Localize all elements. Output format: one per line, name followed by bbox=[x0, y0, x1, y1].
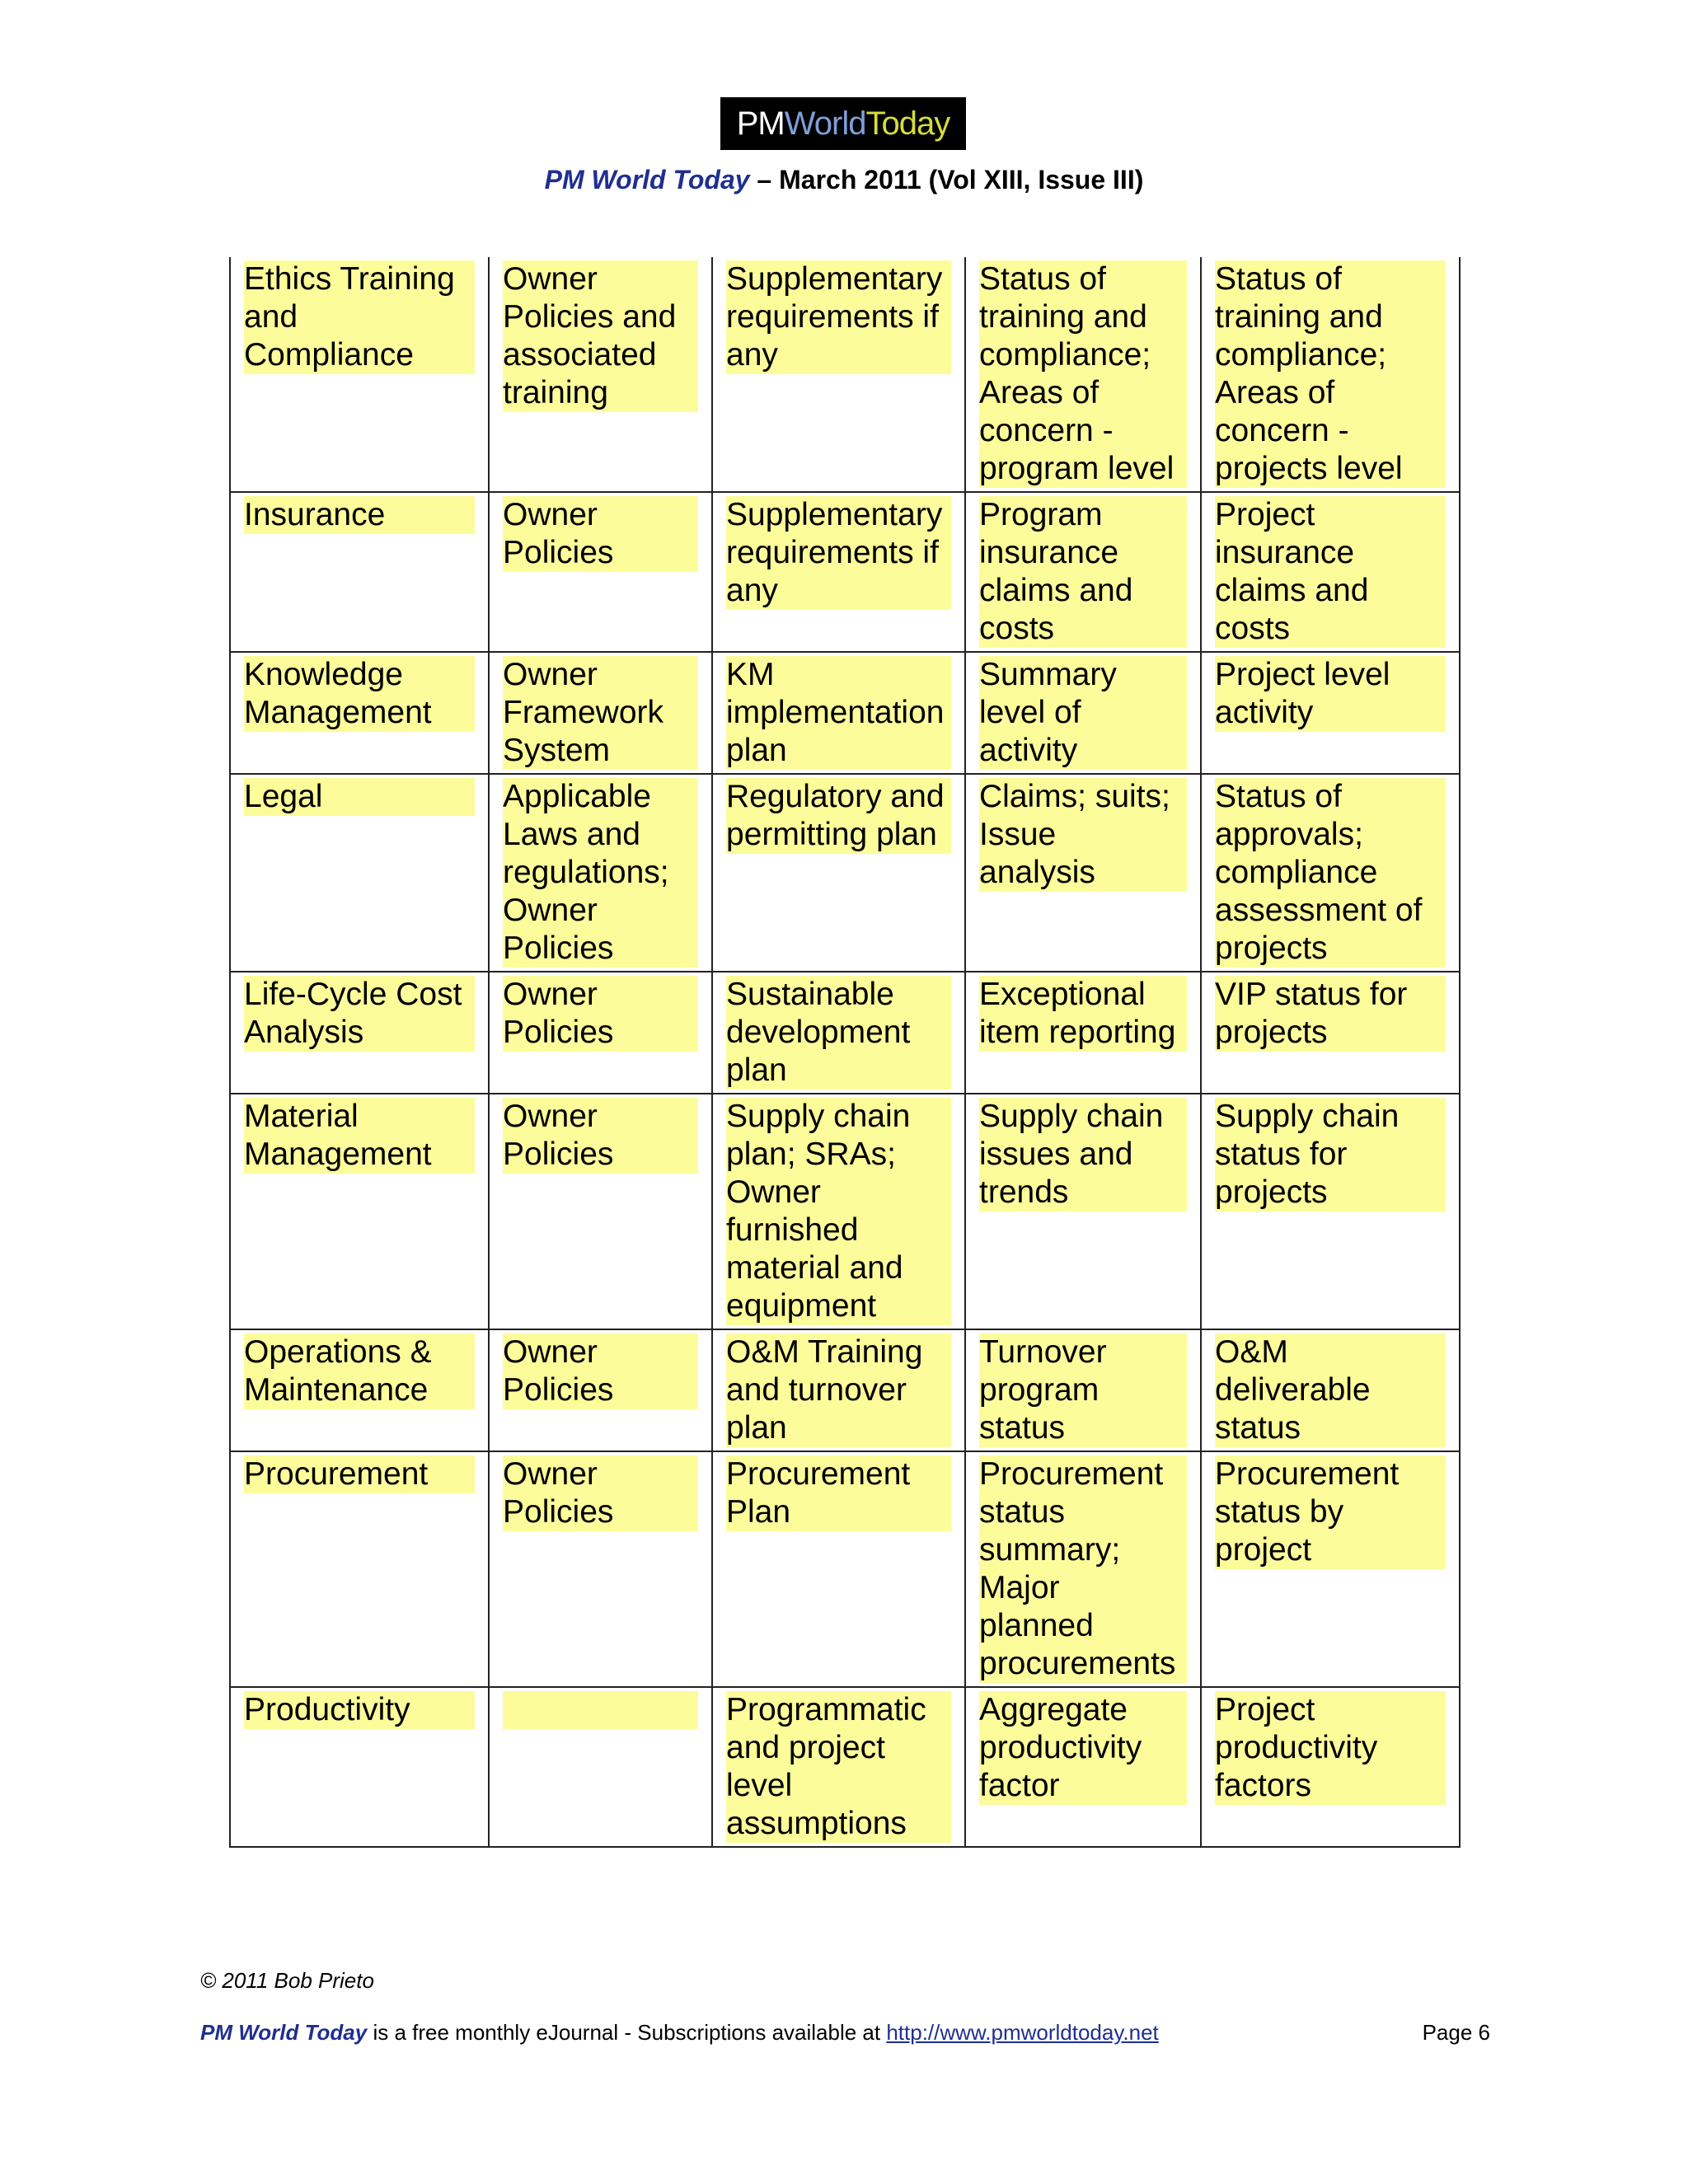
table-cell bbox=[965, 492, 1201, 652]
cell-text: Regulatory and permitting plan bbox=[726, 778, 951, 854]
logo-part-pm: PM bbox=[736, 105, 785, 142]
table-cell bbox=[712, 1329, 965, 1451]
governance-table bbox=[229, 257, 1461, 1848]
table-cell bbox=[489, 1329, 712, 1451]
table-cell bbox=[965, 257, 1201, 492]
cell-text: Program insurance claims and costs bbox=[979, 496, 1187, 648]
cell-text: Supply chain plan; SRAs; Owner furnished material and equipment bbox=[726, 1098, 951, 1325]
cell-text: Owner Framework System bbox=[503, 656, 698, 770]
table-cell bbox=[712, 972, 965, 1094]
table-cell bbox=[965, 1329, 1201, 1451]
table-cell bbox=[489, 972, 712, 1094]
table-cell bbox=[230, 1329, 489, 1451]
copyright-notice: © 2011 Bob Prieto bbox=[200, 1968, 374, 1993]
cell-text: Procurement status summary; Major planned procurements bbox=[979, 1455, 1187, 1683]
cell-text: Supplementary requirements if any bbox=[726, 260, 951, 374]
table-cell bbox=[230, 1687, 489, 1847]
cell-text: Owner Policies bbox=[503, 976, 698, 1052]
cell-text: Procurement Plan bbox=[726, 1455, 951, 1531]
table-cell bbox=[712, 257, 965, 492]
table-cell bbox=[489, 1451, 712, 1687]
table-cell bbox=[712, 1687, 965, 1847]
cell-text: Life-Cycle Cost Analysis bbox=[244, 976, 475, 1052]
table-cell bbox=[1201, 1094, 1460, 1329]
cell-text: Applicable Laws and regulations; Owner Policies bbox=[503, 778, 698, 968]
table-cell bbox=[965, 1094, 1201, 1329]
table-cell bbox=[965, 972, 1201, 1094]
logo-part-today: Today bbox=[865, 105, 950, 142]
table-cell bbox=[712, 492, 965, 652]
cell-text: Status of approvals; compliance assessment of projects bbox=[1215, 778, 1446, 968]
table-row bbox=[230, 1451, 1460, 1687]
cell-text: Project productivity factors bbox=[1215, 1691, 1446, 1805]
table-cell bbox=[965, 774, 1201, 972]
table-row bbox=[230, 652, 1460, 774]
table-cell bbox=[230, 257, 489, 492]
table-cell bbox=[230, 492, 489, 652]
cell-text: Ethics Training and Compliance bbox=[244, 260, 475, 374]
table-cell bbox=[1201, 652, 1460, 774]
cell-text: O&M deliverable status bbox=[1215, 1333, 1446, 1447]
cell-text: Procurement status by project bbox=[1215, 1455, 1446, 1569]
page-footer bbox=[200, 2019, 1490, 2046]
footer-text: is a free monthly eJournal - Subscriptions available at bbox=[367, 2020, 887, 2045]
table-cell bbox=[965, 1687, 1201, 1847]
cell-text: Sustainable development plan bbox=[726, 976, 951, 1090]
table-row bbox=[230, 1687, 1460, 1847]
table-cell bbox=[1201, 1451, 1460, 1687]
header-issue: – March 2011 (Vol XIII, Issue III) bbox=[749, 165, 1144, 194]
table-row bbox=[230, 1094, 1460, 1329]
footer-publication: PM World Today bbox=[200, 2020, 368, 2045]
cell-text: Owner Policies and associated training bbox=[503, 260, 698, 412]
cell-text: Supply chain status for projects bbox=[1215, 1098, 1446, 1212]
cell-text: Claims; suits; Issue analysis bbox=[979, 778, 1187, 892]
cell-text: Material Management bbox=[244, 1098, 475, 1174]
table-cell bbox=[1201, 774, 1460, 972]
cell-text: Productivity bbox=[244, 1691, 475, 1729]
table-cell bbox=[489, 492, 712, 652]
table-cell bbox=[489, 652, 712, 774]
cell-text: Supplementary requirements if any bbox=[726, 496, 951, 610]
cell-text: Turnover program status bbox=[979, 1333, 1187, 1447]
table-row bbox=[230, 972, 1460, 1094]
table-cell bbox=[230, 1451, 489, 1687]
table-row bbox=[230, 492, 1460, 652]
table-cell bbox=[230, 972, 489, 1094]
pm-world-today-logo bbox=[720, 97, 966, 150]
table-cell bbox=[1201, 1687, 1460, 1847]
table-cell bbox=[230, 652, 489, 774]
table-cell bbox=[1201, 1329, 1460, 1451]
cell-text: VIP status for projects bbox=[1215, 976, 1446, 1052]
table-cell bbox=[230, 1094, 489, 1329]
cell-text: Owner Policies bbox=[503, 1333, 698, 1409]
cell-text: Insurance bbox=[244, 496, 475, 534]
table-row bbox=[230, 774, 1460, 972]
cell-text: Programmatic and project level assumptions bbox=[726, 1691, 951, 1843]
table-cell bbox=[489, 1687, 712, 1847]
table-cell bbox=[1201, 972, 1460, 1094]
cell-text: KM implementation plan bbox=[726, 656, 951, 770]
table-row bbox=[230, 257, 1460, 492]
cell-text: Summary level of activity bbox=[979, 656, 1187, 770]
page-number: Page 6 bbox=[1422, 2020, 1490, 2045]
cell-text: Owner Policies bbox=[503, 496, 698, 572]
cell-text bbox=[503, 1691, 698, 1729]
table-cell bbox=[965, 652, 1201, 774]
cell-text: Aggregate productivity factor bbox=[979, 1691, 1187, 1805]
cell-text: Procurement bbox=[244, 1455, 475, 1493]
cell-text: Exceptional item reporting bbox=[979, 976, 1187, 1052]
table-cell bbox=[489, 257, 712, 492]
cell-text: Owner Policies bbox=[503, 1098, 698, 1174]
table-cell bbox=[1201, 492, 1460, 652]
table-cell bbox=[965, 1451, 1201, 1687]
cell-text: Legal bbox=[244, 778, 475, 816]
cell-text: O&M Training and turnover plan bbox=[726, 1333, 951, 1447]
issue-header bbox=[0, 163, 1688, 196]
table-row bbox=[230, 1329, 1460, 1451]
cell-text: Status of training and compliance; Areas of concern - projects level bbox=[1215, 260, 1446, 488]
header-publication: PM World Today bbox=[544, 165, 750, 194]
table-cell bbox=[712, 652, 965, 774]
table-cell bbox=[712, 1451, 965, 1687]
logo-part-world: World bbox=[784, 105, 866, 142]
subscription-link[interactable]: http://www.pmworldtoday.net bbox=[886, 2020, 1159, 2045]
cell-text: Project insurance claims and costs bbox=[1215, 496, 1446, 648]
cell-text: Owner Policies bbox=[503, 1455, 698, 1531]
table-cell bbox=[489, 1094, 712, 1329]
table-cell bbox=[712, 774, 965, 972]
cell-text: Supply chain issues and trends bbox=[979, 1098, 1187, 1212]
cell-text: Project level activity bbox=[1215, 656, 1446, 732]
table-cell bbox=[230, 774, 489, 972]
table-cell bbox=[712, 1094, 965, 1329]
cell-text: Operations & Maintenance bbox=[244, 1333, 475, 1409]
cell-text: Knowledge Management bbox=[244, 656, 475, 732]
cell-text: Status of training and compliance; Areas of concern - program level bbox=[979, 260, 1187, 488]
table-cell bbox=[489, 774, 712, 972]
table-cell bbox=[1201, 257, 1460, 492]
